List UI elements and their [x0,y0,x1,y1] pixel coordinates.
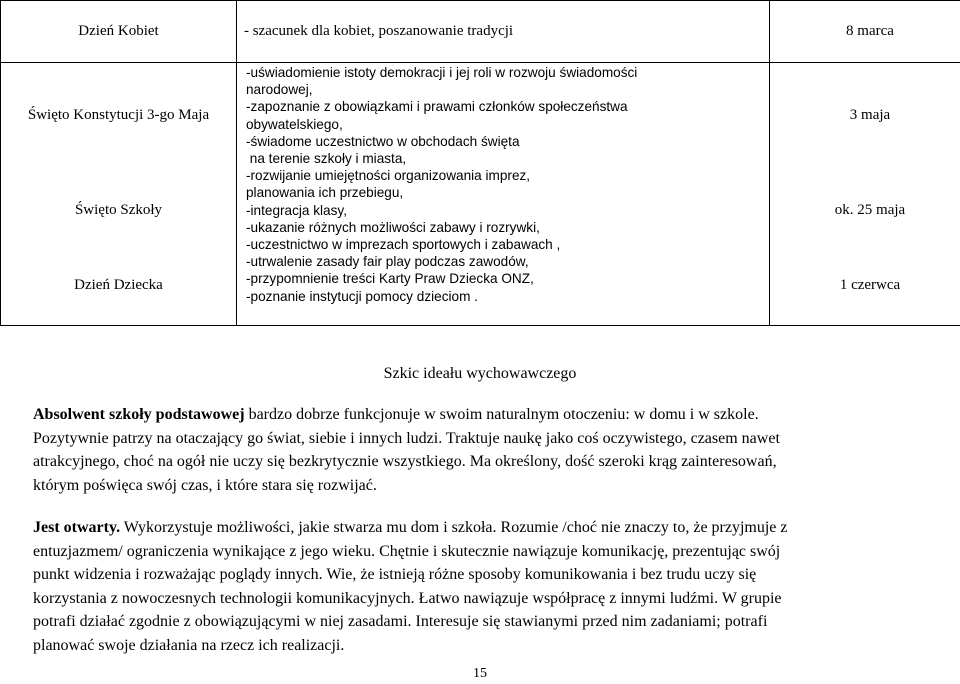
event-date: 8 marca [770,1,960,63]
description-line: -ukazanie różnych możliwości zabawy i rozrywki, [246,219,540,235]
paragraph-absolwent [33,403,933,497]
paragraph-line: entuzjazmem/ ograniczenia wynikające z jego wieku. Chętnie i skutecznie nawiązuje komunikację, prezentując swój [33,542,781,560]
paragraph-line: atrakcyjnego, choć na ogół nie uczy się bezkrytycznie wszystkiego. Ma określony, dość szeroki krąg zainteresowań, [33,453,777,470]
paragraph-line: potrafi działać zgodnie z obowiązującymi w niej zasadami. Interesuje się stawianymi przed nim zadaniami; potrafi [33,613,768,630]
bold-lead: Jest otwarty. [33,519,121,536]
paragraph-line: punkt widzenia i rozważając poglądy innych. Wie, że istnieją różne sposoby komunikowania i bez trudu uczy się [33,566,757,583]
description-line: planowania ich przebiegu, [246,185,404,201]
event-description: - szacunek dla kobiet, poszanowanie tradycji [237,1,770,63]
bold-lead: Absolwent szkoły podstawowej [33,406,245,423]
description-line: -zapoznanie z obowiązkami i prawami członków społeczeństwa [246,99,628,115]
section-title: Szkic ideału wychowawczego [383,365,577,382]
description-line: narodowej, [246,82,313,98]
description-line: -rozwijanie umiejętności organizowania imprez, [246,168,531,184]
event-name: Dzień Kobiet [1,1,237,63]
event-name: Święto Szkoły [74,202,163,218]
description-line: obywatelskiego, [246,116,343,132]
paragraph-line: którym poświęca swój czas, i które stara się rozwijać. [33,476,377,494]
paragraph-otwarty [33,516,933,657]
description-line: -uświadomienie istoty demokracji i jej roli w rozwoju świadomości [246,65,638,80]
event-names-cell [1,63,237,326]
description-line: -poznanie instytucji pomocy dzieciom . [246,288,478,304]
page-number: 15 [473,666,487,681]
event-name: Święto Konstytucji 3-go Maja [27,107,210,123]
events-table [0,0,960,326]
description-line: -świadome uczestnictwo w obchodach święta [246,133,520,149]
event-description-cell [237,63,770,326]
event-date: 1 czerwca [839,277,901,293]
paragraph-line: korzystania z nowoczesnych technologii komunikacyjnych. Łatwo nawiązuje współpracę z innymi ludźmi. W grupie [33,589,782,607]
description-line: -przypomnienie treści Karty Praw Dziecka ONZ, [246,271,534,287]
description-line: -uczestnictwo w imprezach sportowych i zabawach , [246,237,561,253]
line-text: Wykorzystuje możliwości, jakie stwarza mu dom i szkoła. Rozumie /choć nie znaczy to, że przyjmuje z [120,519,788,536]
event-name: Dzień Dziecka [74,277,163,293]
paragraph-line: Pozytywnie patrzy na otaczający go świat, siebie i innych ludzi. Traktuje naukę jako coś oczywistego, czasem nawet [33,429,780,447]
table-row [1,63,960,326]
paragraph-line: planować swoje działania na rzecz ich realizacji. [33,636,345,654]
event-dates-cell [770,63,960,326]
paragraph-line [33,403,933,427]
table-row [1,1,960,63]
event-date: 3 maja [849,107,891,123]
paragraph-line [33,516,933,540]
description-line: -utrwalenie zasady fair play podczas zawodów, [246,254,529,270]
description-line: na terenie szkoły i miasta, [246,151,407,167]
event-date: ok. 25 maja [834,202,906,218]
line-text: bardzo dobrze funkcjonuje w swoim naturalnym otoczeniu: w domu i w szkole. [244,406,759,423]
description-line: -integracja klasy, [246,202,347,218]
